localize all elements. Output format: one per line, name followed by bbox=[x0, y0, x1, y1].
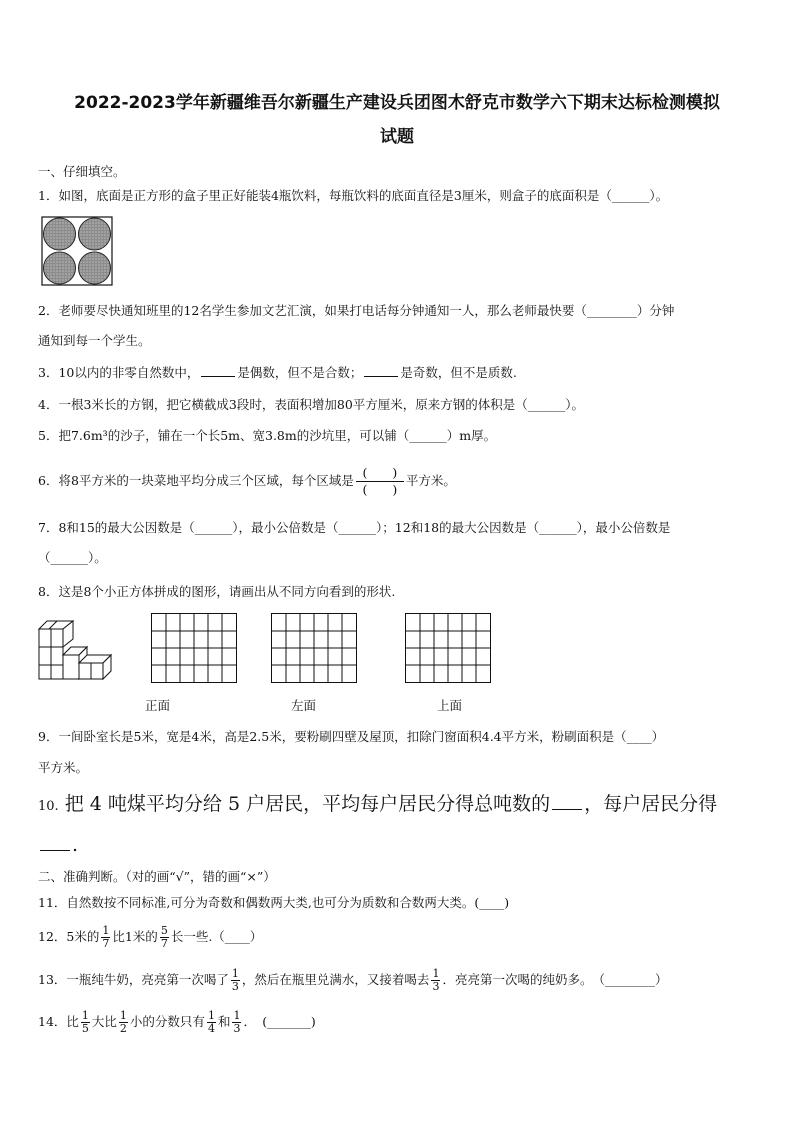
fraction: $\frac{1}{5}$ bbox=[81, 1009, 89, 1035]
title-line-1: 2022-2023学年新疆维吾尔新疆生产建设兵团图木舒克市数学六下期末达标检测模拟 bbox=[74, 93, 720, 113]
title-line-2: 试题 bbox=[380, 127, 414, 147]
question-9-line-1: 9．一间卧室长是5米，宽是4米，高是2.5米，要粉刷四壁及屋顶，扣除门窗面积4.4平方米，粉刷面积是（____） bbox=[38, 729, 665, 744]
question-6: 6．将8平方米的一块菜地平均分成三个区域，每个区域是 $\frac{( )}{( )}$ 平方米。 bbox=[38, 465, 456, 497]
box-with-four-bottles-figure bbox=[41, 216, 113, 289]
fraction-blank[interactable]: $\frac{( )}{( )}$ bbox=[356, 465, 404, 498]
question-2-line-1: 2．老师要尽快通知班里的12名学生参加文艺汇演，如果打电话每分钟通知一人，那么老师最快要（________）分钟 bbox=[38, 303, 675, 318]
answer-blank[interactable] bbox=[201, 363, 235, 377]
fraction: $\frac{1}{3}$ bbox=[233, 1009, 241, 1035]
question-9-line-2: 平方米。 bbox=[38, 760, 89, 775]
question-8: 8．这是8个小正方体拼成的图形，请画出从不同方向看到的形状. bbox=[38, 584, 396, 599]
fraction: $\frac{1}{4}$ bbox=[207, 1009, 215, 1035]
fraction: $\frac{1}{3}$ bbox=[231, 967, 239, 993]
fraction: $\frac{1}{7}$ bbox=[102, 924, 110, 950]
question-13: 13．一瓶纯牛奶，亮亮第一次喝了 $\frac{1}{3}$ ，然后在瓶里兑满水，又接着喝去 $\frac{1}{3}$ ．亮亮第一次喝的纯奶多。 （________） bbox=[38, 967, 668, 993]
top-view-label: 上面 bbox=[437, 698, 463, 713]
question-3: 3．10以内的非零自然数中， 是偶数，但不是合数； 是奇数，但不是质数. bbox=[38, 365, 517, 380]
left-view-label: 左面 bbox=[291, 698, 317, 713]
question-7-line-2: （______）。 bbox=[38, 550, 107, 565]
question-14: 14．比 $\frac{1}{5}$ 大比 $\frac{1}{2}$ 小的分数只有 $\frac{1}{4}$ 和 $\frac{1}{3}$ ． (_______) bbox=[38, 1009, 316, 1035]
top-view-grid[interactable] bbox=[405, 613, 491, 683]
left-view-grid[interactable] bbox=[271, 613, 357, 683]
section-1-heading: 一、仔细填空。 bbox=[38, 164, 126, 179]
question-1: 1．如图，底面是正方形的盒子里正好能装4瓶饮料，每瓶饮料的底面直径是3厘米，则盒子的底面积是（______）。 bbox=[38, 188, 669, 203]
document-title bbox=[20, 86, 774, 154]
question-10-line-1: 10. 把 4 吨煤平均分给 5 户居民，平均每户居民分得总吨数的 ，每户居民分得 bbox=[38, 789, 758, 822]
fraction: $\frac{5}{7}$ bbox=[160, 924, 168, 950]
answer-blank[interactable] bbox=[364, 363, 398, 377]
fraction: $\frac{1}{2}$ bbox=[119, 1009, 127, 1035]
front-view-grid[interactable] bbox=[151, 613, 237, 683]
question-11: 11．自然数按不同标准,可分为奇数和偶数两大类,也可分为质数和合数两大类。(____) bbox=[38, 895, 510, 910]
question-2-line-2: 通知到每一个学生。 bbox=[38, 333, 151, 348]
question-7-line-1: 7．8和15的最大公因数是（______），最小公倍数是（______）；12和18的最大公因数是（______），最小公倍数是 bbox=[38, 520, 671, 535]
front-view-label: 正面 bbox=[145, 698, 171, 713]
fraction: $\frac{1}{3}$ bbox=[432, 967, 440, 993]
question-5: 5．把7.6m³的沙子，铺在一个长5m、宽3.8m的沙坑里，可以铺（______）m厚。 bbox=[38, 428, 497, 443]
question-12: 12．5米的 $\frac{1}{7}$ 比1米的 $\frac{5}{7}$ 长一些.（____） bbox=[38, 924, 263, 950]
answer-blank[interactable] bbox=[40, 830, 70, 851]
answer-blank[interactable] bbox=[552, 789, 582, 810]
question-10-line-2: . bbox=[38, 830, 758, 860]
question-4: 4．一根3米长的方钢，把它横截成3段时，表面积增加80平方厘米，原来方钢的体积是（______）。 bbox=[38, 397, 585, 412]
section-2-heading: 二、准确判断。（对的画“√”，错的画“×”） bbox=[38, 869, 276, 884]
cube-stack-figure bbox=[37, 619, 117, 684]
